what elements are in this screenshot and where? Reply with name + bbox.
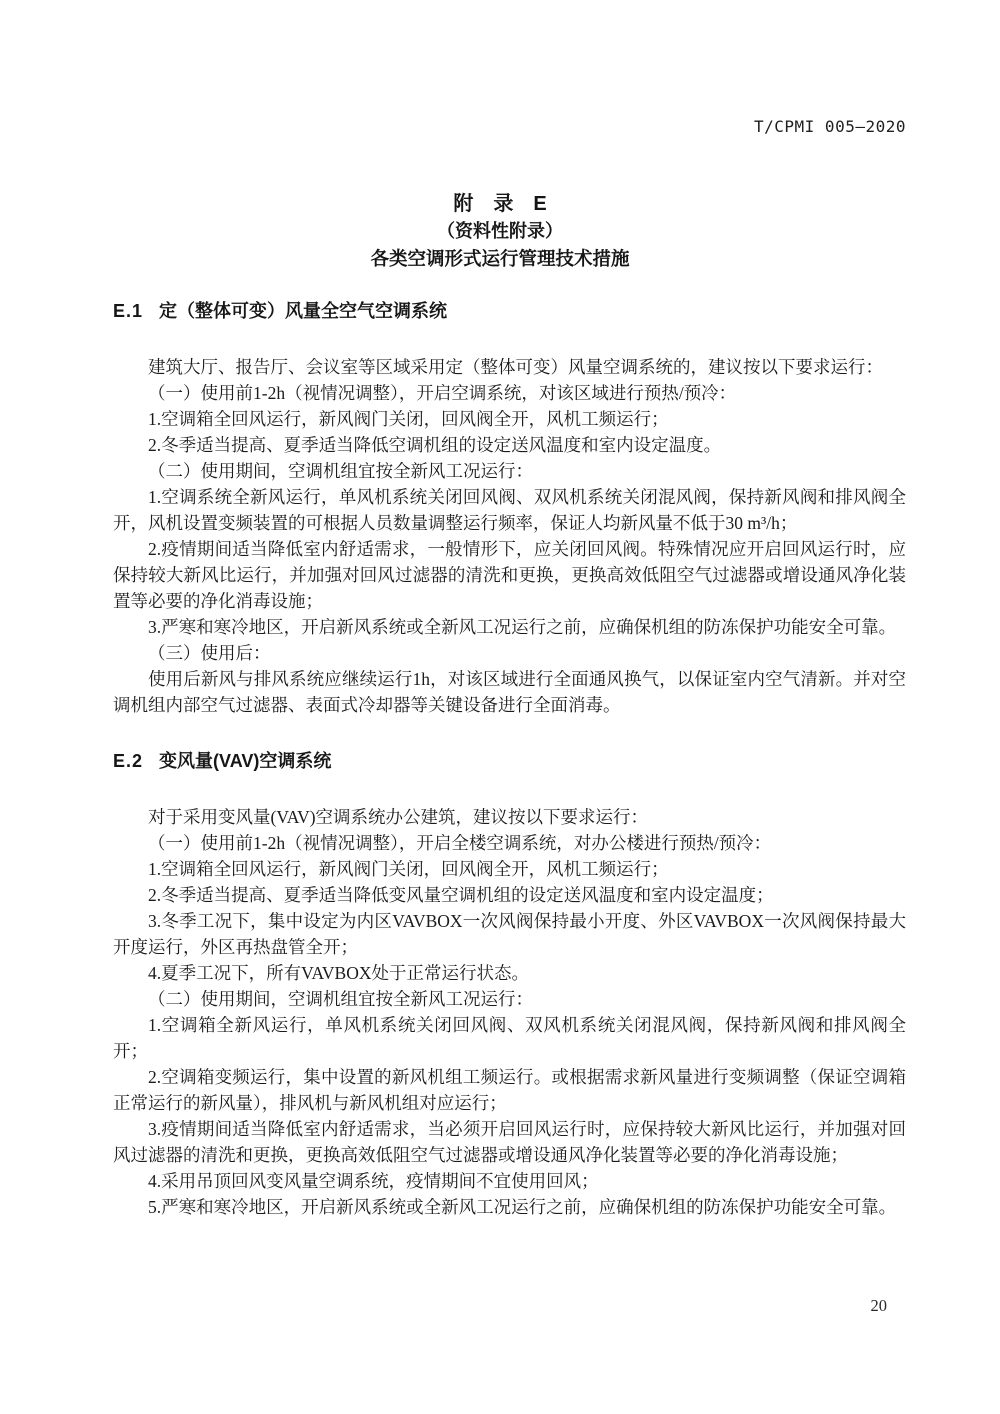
paragraph: 3.疫情期间适当降低室内舒适需求，当必须开启回风运行时，应保持较大新风比运行，并加强对回风过滤器的清洗和更换，更换高效低阻空气过滤器或增设通风净化装置等必要的净化消毒设施；	[113, 1119, 906, 1165]
paragraph: 3.冬季工况下，集中设定为内区VAVBOX一次风阀保持最小开度、外区VAVBOX一次风阀保持最大开度运行，外区再热盘管全开；	[113, 911, 906, 957]
paragraph: 2.冬季适当提高、夏季适当降低空调机组的设定送风温度和室内设定温度。	[148, 435, 722, 455]
page-number: 20	[870, 1296, 887, 1315]
paragraph: 使用后新风与排风系统应继续运行1h，对该区域进行全面通风换气，以保证室内空气清新。并对空调机组内部空气过滤器、表面式冷却器等关键设备进行全面消毒。	[113, 669, 906, 715]
paragraph: 对于采用变风量(VAV)空调系统办公建筑，建议按以下要求运行：	[148, 807, 649, 827]
paragraph: 2.冬季适当提高、夏季适当降低变风量空调机组的设定送风温度和室内设定温度；	[148, 885, 774, 905]
paragraph: 3.严寒和寒冷地区，开启新风系统或全新风工况运行之前，应确保机组的防冻保护功能安全可靠。	[148, 617, 897, 637]
paragraph: （三）使用后：	[148, 643, 271, 663]
section-heading-e2	[113, 750, 906, 772]
document-content	[113, 300, 906, 1220]
paragraph: 1.空调箱全回风运行，新风阀门关闭，回风阀全开，风机工频运行；	[148, 409, 669, 429]
standard-code-header: T/CPMI 005—2020	[754, 117, 906, 136]
appendix-subtitle: （资料性附录）	[437, 221, 563, 241]
appendix-title-block	[0, 190, 1000, 272]
section-e1-body	[113, 354, 906, 718]
paragraph: 1.空调系统全新风运行，单风机系统关闭回风阀、双风机系统关闭混风阀，保持新风阀和排风阀全开，风机设置变频装置的可根据人员数量调整运行频率，保证人均新风量不低于30 m³/h；	[113, 487, 906, 533]
paragraph: 建筑大厅、报告厅、会议室等区域采用定（整体可变）风量空调系统的，建议按以下要求运行：	[148, 357, 883, 377]
paragraph: 2.疫情期间适当降低室内舒适需求，一般情形下，应关闭回风阀。特殊情况应开启回风运行时，应保持较大新风比运行，并加强对回风过滤器的清洗和更换，更换高效低阻空气过滤器或增设通风净化装置等必要的净化消毒设施；	[113, 539, 906, 611]
appendix-name: 各类空调形式运行管理技术措施	[370, 248, 630, 269]
section-e1-title: 定（整体可变）风量全空气空调系统	[159, 301, 448, 321]
paragraph: 1.空调箱全新风运行，单风机系统关闭回风阀、双风机系统关闭混风阀，保持新风阀和排风阀全开；	[113, 1015, 906, 1061]
paragraph: 5.严寒和寒冷地区，开启新风系统或全新风工况运行之前，应确保机组的防冻保护功能安全可靠。	[148, 1197, 897, 1217]
paragraph: （二）使用期间，空调机组宜按全新风工况运行：	[148, 989, 533, 1009]
appendix-title: 附 录 E	[453, 193, 547, 215]
section-e2-body	[113, 804, 906, 1220]
paragraph: 4.采用吊顶回风变风量空调系统，疫情期间不宜使用回风；	[148, 1171, 599, 1191]
paragraph: （一）使用前1-2h（视情况调整），开启空调系统，对该区域进行预热/预冷：	[148, 383, 737, 403]
section-e2-number: E.2	[113, 751, 144, 771]
paragraph: 1.空调箱全回风运行，新风阀门关闭，回风阀全开，风机工频运行；	[148, 859, 669, 879]
paragraph: 2.空调箱变频运行，集中设置的新风机组工频运行。或根据需求新风量进行变频调整（保证空调箱正常运行的新风量），排风机与新风机组对应运行；	[113, 1067, 906, 1113]
section-e1-number: E.1	[113, 301, 144, 321]
section-heading-e1	[113, 300, 906, 322]
paragraph: （一）使用前1-2h（视情况调整），开启全楼空调系统，对办公楼进行预热/预冷：	[148, 833, 772, 853]
paragraph: （二）使用期间，空调机组宜按全新风工况运行：	[148, 461, 533, 481]
section-e2-title: 变风量(VAV)空调系统	[159, 751, 332, 771]
paragraph: 4.夏季工况下，所有VAVBOX处于正常运行状态。	[148, 963, 529, 983]
